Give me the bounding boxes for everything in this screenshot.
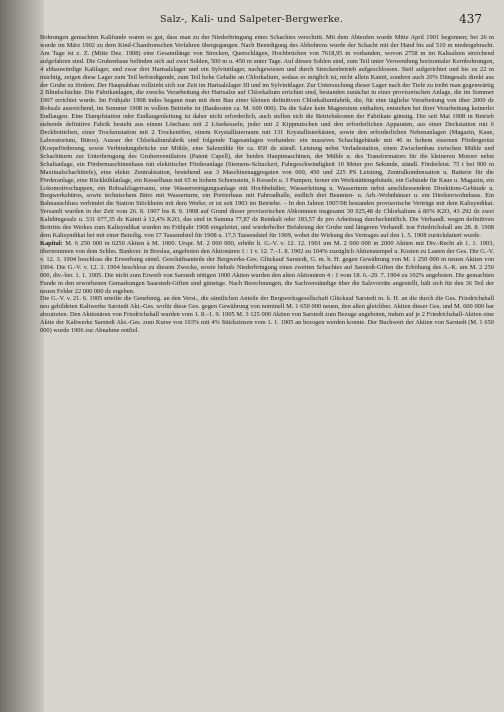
- paragraph-text: Die G.-V. v. 21. 6. 1905 erteilte die Genehmig. an den Verst., die sämtlichen Anteile der Bergwerksgesellschaft Glückauf Sarstedt m. b. H. an die durch die Ges. Friedrichshall neu gebildeten Kaliwerke Sarstedt Akt.-Ges. wofür diese Ges. gegen Gewährung von nominell M. 1 650 000 neuen, den alten gleichber. Aktien dieser Ges. und M. 600 000 bar abzutreten. Den Aktionären von Friedrichshall wurden vom 1. 8.–1. 9. 1905 M. 3 125 000 Aktien von Sarstedt zum Bezuge angeboten, indem auf je 2 Friedrichshall-Aktien eine Aktie der Kaliwerke Sarstedt Akt.-Ges. zum Kurse von 103% mit 4% Stückzinsen vom 1. 1. 1905 an bezogen werden konnte. Der Buchwert der Aktien von Sarstedt (M. 1 650 000) wurde 1906 zur Abnahme entfiel.: [40, 295, 494, 335]
- paragraph-text: Bohrungen gemachten Kalifunde waren so gut, dass man zu der Niederbringung eines Schachtes verschritt. Mit dem Abteufen wurde Mitte April 1901 begonnen; bei 26 m wurde im März 1902 zu dem Kind-Chandronschen Verfahren übergegangen. Nach Beendigung des Abbohrens wurde der Schacht mit der Hand bis auf 510 m niedergebracht. Am Tage ist z. Z. (Mitte Dez. 1908) eine Gesamtlänge von Strecken, Querschlägen, Hochbrüchen von 7618,95 m vorhanden, wovon 2758 m im Kalisalzen streichend aufgefahren sind. Die Grubenbaue befinden sich auf zwei Sohlen, 500 m u. 450 m unter Tage. Auf diesen Sohlen sind, zum Teil unter Verwendung horizontaler Kernbohrungen, 4 abbauwürdige Kalilager, und zwar drei Hartsalzlager und ein Sylvinitlager, nachgewiesen und durch Streckenbetrieb aufgeschlossen. Steil aufgerichtet und bis zu 22 m mächtig, zeigen diese Lager zum Teil befriedigende, zum Teil hohe Gehalte an Chlorkalium, sodass es möglich ist, nicht allein Kainit, sondern auch 20% Düngesalz direkt aus der Grube zu fördern. Der Hauptabbau vollzieht sich zur Zeit im Hartsalzlager III und im Sylvinitlager. Zur Untersuchung dieser Lager nach der Tiefe zu treibt man gegenwärtig 2 Blindschächte. Die Fabrikanlagen, die zwecks Verarbeitung der Hartsalze auf Chlorkalium errichtet sind, bestanden zunächst in einer provisorischen Anlage, die im Sommer 1907 errichtet wurde. Im Frühjahr 1908 indes begann man mit dem Bau einer kleinen definitiven Chlorkaliumfabrik, die, für eine tägliche Verarbeitung von über 2000 dz Rohsalz ausreichend, im Sommer 1908 in vollem Betriebe ist (Baukosten ca. M. 600 000). Da die Salze kein Magnesium enthalten, entstehen bei ihrer Verarbeitung keinerlei Endlaugen. Eine Dampfstation oder Endlaugenleitung ist daher nicht erforderlich, auch stellen sich die Betriebskosten der Fabrikate günstig. Die seit Mai 1908 in Betrieb stehende definitive Fabrik besteht aus einem Löschaus mit 2 Lösekesseln, jeder mit 2 Kippnutschen und den erforderlichen Apparaten, aus einer Deckstation mit 6 Deckbottichen, einer Trockenstation mit 2 Trockenöfen, einem Krystallisierraum mit 131 Krystallisierkästen, sowie den erforderlichen Nebenanlagen (Magazin, Kaue, Laboratorium, Büros). Ausser der Chlorkaliumfabrik sind folgende Tagesanlagen vorhanden: ein massives Schachtgebäude mit 46 m hohem eisernen Fördergerüst (Koepeförderung, sowie Verbindungsbrücke zur Mühle, eine Salzmühle für ca. 850 dz ständl. Leistung nebst Verladestation, einen Zwischenbau zwischen Mühle und Schachtturm zur Unterbringung des Grubenventilators (Patent Capell), der beiden Hauptmaschinen, der Mühle u. des Transformators für die kleineren Motore nebst Schaltanlage, ein Fördermaschinenhaus mit elektrischer Förderanlage (Siemens-Schuckert, Fahrgeschwindigkeit 10 Meter pro Sekunde, ständl. Förderleist. 75 t bei 900 m Maximalschachttiefe), eine elektr. Zentralstation, bestehend aus 3 Maschinenaggregaten von 600, 450 und 225 PS Leistung, Zentralkondensation u. Batterie für die Förderanlage, eine Rückkühlanlage, ein Kesselhaus mit 65 m hohem Schornstein, 6 Kesseln u. 3 Pumpen; ferner ein Werkstättengebäude, ein Gebäude für Kaue u. Magazin, ein Lokomotivschuppen, ein Rohsalzlagerraum, eine Wasserreinigungsanlage mit Hochbehälter, Wasserleitung u. Wasserturm nebst anschliessendem Direktions-Gebäude u. Bergwerksbüros, sowie technischem Büro mit Wasserturm, ein Portierhaus mit Fahrradhalle, endlich drei Beamten- u. Arb.-Wohnhäuser u. ein Direktorwohnhaus. Ein Bahnanschluss verbindet die Station Stöckheim mit dem Werke; er ist seit 1903 im Betriebe. – In den Jahren 1907/08 bestanden provisorische Verträge mit dem Kalisyndikat. Versandt wurden in der Zeit vom 26. 8. 1907 bis 8. 9. 1908 auf Grund dieser provisorischen Abkommen insgesamt 30 025,48 dz Chlorkalium à 80% K2O, 43 292 dz zwei Kalidüngesalz u. 331 077,35 dz Kainit à 12,4% K2O, das sind in Summa 77,87 dz Reinkali oder 183,57 dz pro Arbeitstag durchschnittlich. Die Verhandl. wegen definitiven Beitritts des Werkes zum Kalisyndikat wurden im Frühjahr 1908 eingeleitet, und wiederholter Befahrung der Grube und längeren Verhandl. trat Friedrichshall am 28. 8. 1908 dem Kalisyndikat bei mit einer Beteilig. von 17 Tausendstel für 1908 u. 17,5 Tausendstel für 1909, wobei die Wirkung des Vertrages auf den 1. 5. 1908 zurückdatiert wurde.: [40, 34, 494, 240]
- paragraph-lead: Kapital:: [40, 239, 63, 247]
- page-number: 437: [459, 12, 482, 26]
- paragraph-general-assembly: [40, 295, 494, 335]
- page-header: [60, 12, 490, 28]
- running-title: Salz-, Kali- und Salpeter-Bergwerke.: [160, 14, 344, 25]
- book-gutter-shadow: [0, 0, 44, 712]
- body-text: [40, 34, 494, 335]
- paragraph-mining-description: [40, 34, 494, 240]
- paragraph-text: M. 6 250 000 in 6250 Aktien à M. 1000. Urspr. M. 2 000 000, erhöht lt. G.-V. v. 12. 12. 1901 um M. 2 000 000 in 2000 Aktien mit Div.-Recht ab 1. 1. 1903, übernommen von dem Schles. Bankver. in Breslau, angeboten den Aktionären 1 : 1 v. 12. 7.–1. 8. 1902 zu 104% zuzüglich Aktienstempel u. Kosten zu Lasten der Ges. Die G.-V. v. 12. 3. 1904 beschloss die Erwerbung sämtl. Geschäftsanteile der Bergwerks-Ges. Glückauf Sarstedt, G. m. b. H. gegen Gewährung von M. 1 250 000 in neuen Aktien von 1904. Die G.-V. v. 12. 3. 1904 beschloss zu diesem Zwecke, sowie behufs Niederbringung eines zweiten Schachtes auf Sarstedt-Giften die Erhöhung des A.-K. um M. 2 250 000, div.-ber. 1. 1. 1905. Die nicht zum Erwerb von Sarstedt nötigen 1000 Aktien wurden den alten Aktionären 4 : 1 vom 18. 6.–29. 7. 1904 zu 102% angeboten. Die gemachten Funde in den erworbenen Gemarkungen Saarstedt-Giften sind günstige. Nach Berechnungen, die Sachverständige über die Salzvorräte angestellt, hält sich für den 36 Teil der neuen Felder 22 000 000 dz ergeben.: [40, 239, 494, 295]
- paragraph-capital: [40, 240, 494, 295]
